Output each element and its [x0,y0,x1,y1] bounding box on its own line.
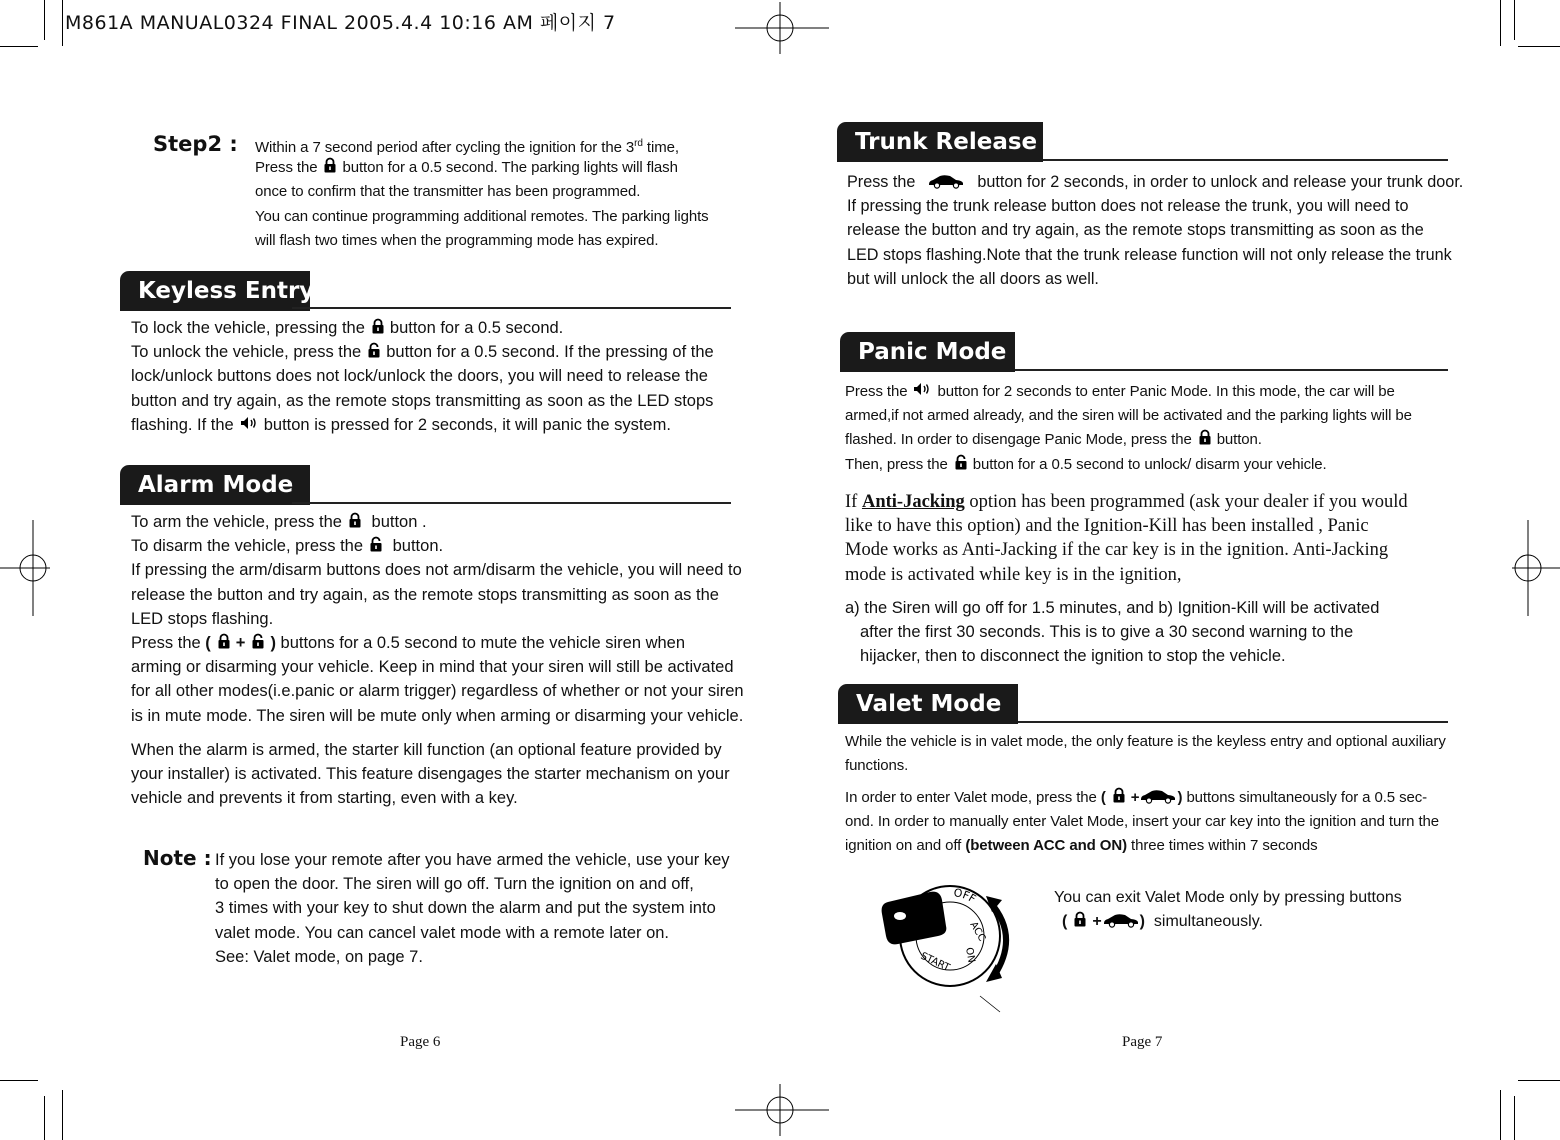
unlock-icon [251,637,264,649]
dial-on: ON [963,946,977,964]
panic-mode-rule [1015,369,1448,371]
lock-icon [323,161,336,173]
panic-mode-header: Panic Mode [840,332,1015,372]
lock-plus-car-combo-exit: ( + ) [1062,913,1145,931]
panic-mode-paragraph: Press the button for 2 seconds to enter Panic Mode. In this mode, the car will be armed,if not armed already, and the siren will be activated and the parking lights will be flashed. In order to disengage Panic Mode, press the button. Then, press the button for a 0.5 second to unlock/ disarm your vehicle. [845,383,1412,473]
car-icon [929,176,963,188]
lock-icon [217,637,230,649]
valet-mode-rule [1018,721,1448,723]
trunk-release-header: Trunk Release [837,122,1043,162]
valet-mode-paragraph-2: In order to enter Valet mode, press the ( + ) buttons simultaneously for a 0.5 sec- ond. In order to manually enter Valet Mode, insert your car key into the ignition and turn the ignition on and off (between ACC and ON) three times within 7 seconds [845,789,1439,855]
registration-mark-bottom [735,1084,829,1136]
alarm-mode-header: Alarm Mode [120,465,310,505]
unlock-icon [954,458,967,470]
note-label: Note : [143,846,212,870]
file-slug: M861A MANUAL0324 FINAL 2005.4.4 10:16 AM 페이지 7 [65,12,616,34]
siren-icon [240,419,258,431]
lock-icon [348,516,361,528]
note-paragraph: If you lose your remote after you have armed the vehicle, use your key to open the door. The siren will go off. Turn the ignition on and off, 3 times with your key to shut down the alarm and put the system into valet mode. You can cancel valet mode with a remote later on. See: Valet mode, on page 7. [215,851,730,966]
unlock-icon [369,540,382,552]
alarm-mode-rule [292,502,731,504]
step2-paragraph: Within a 7 second period after cycling the ignition for the 3rd time, Press the button for a 0.5 second. The parking lights will flash once to confirm that the transmitter has been programmed. You can continue programming additional remotes. The parking lights will flash two times when the programming mode has expired. [255,138,709,249]
car-icon [1141,791,1175,803]
dial-acc: ACC [967,920,988,944]
keyless-entry-header: Keyless Entry [120,271,310,311]
page-number-right: Page 7 [1122,1034,1163,1050]
lock-plus-unlock-combo: ( + ) [205,633,276,652]
valet-mode-header: Valet Mode [838,684,1018,724]
car-icon [1104,915,1138,927]
registration-mark-left [0,520,50,616]
step2-label: Step2 : [153,132,238,156]
registration-mark-right [1512,520,1560,616]
registration-mark-top [735,2,829,54]
trunk-release-paragraph: Press the button for 2 seconds, in order to unlock and release your trunk door. If pressing the trunk release button does not release the trunk, you will need to release the button and try again, as the remote stops transmitting as soon as the LED stops flashing.Note that the trunk release function will not only release the trunk but will unlock the all doors as well. [847,173,1464,288]
dial-off: OFF [952,886,979,906]
starter-kill-paragraph: When the alarm is armed, the starter kill function (an optional feature provided by your installer) is activated. This feature disengages the starter mechanism on your vehicle and prevents it from starting, even with a key. [131,741,730,808]
lock-icon [1198,433,1211,445]
keyless-entry-paragraph: To lock the vehicle, pressing the button for a 0.5 second. To unlock the vehicle, press the button for a 0.5 second. If the pressing of the lock/unlock buttons does not lock/unlock the doors, you will need to release the button and try again, as the remote stops transmitting as soon as the LED stops flashing. If the button is pressed for 2 seconds, it will panic the system. [131,319,714,434]
trunk-release-rule [1043,159,1448,161]
valet-mode-paragraph-1: While the vehicle is in valet mode, the only feature is the keyless entry and optional auxiliary functions. [845,733,1446,775]
anti-jacking-paragraph: If Anti-Jacking option has been programmed (ask your dealer if you would like to have this option) and the Ignition-Kill has been installed , Panic Mode works as Anti-Jacking if the car key is in the ignition. Anti-Jacking mode is activated while key is in the ignition, [845,492,1408,585]
lock-icon [1073,915,1086,927]
lock-plus-car-combo: ( + ) [1100,789,1183,806]
siren-icon [913,385,931,397]
unlock-icon [367,346,380,358]
alarm-mode-paragraph: To arm the vehicle, press the button . To disarm the vehicle, press the button. If pressing the arm/disarm buttons does not arm/disarm the vehicle, you will need to release the button and try again, as the remote stops transmitting as soon as the LED stops flashing. Press the ( + ) buttons for a 0.5 second to mute the vehicle siren when arming or disarming your vehicle. Keep in mind that your siren will still be activated for all other modes(i.e.panic or alarm trigger) regardless of whether or not your siren is in mute mode. The siren will be mute only when arming or disarming your vehicle. [131,513,744,725]
page-number-left: Page 6 [400,1034,441,1050]
lock-icon [1112,791,1125,803]
keyless-entry-rule [292,307,731,309]
anti-jacking-effects: a) the Siren will go off for 1.5 minutes, and b) Ignition-Kill will be activated after the first 30 seconds. This is to give a 30 second warning to the hijacker, then to disconnect the ignition to stop the vehicle. [845,599,1380,666]
valet-exit-note: You can exit Valet Mode only by pressing buttons ( + ) simultaneously. [1054,889,1402,931]
anti-jacking-term: Anti-Jacking [861,492,965,512]
lock-icon [371,322,384,334]
dial-start: START [918,950,952,974]
ignition-key-icon [870,866,1030,1016]
